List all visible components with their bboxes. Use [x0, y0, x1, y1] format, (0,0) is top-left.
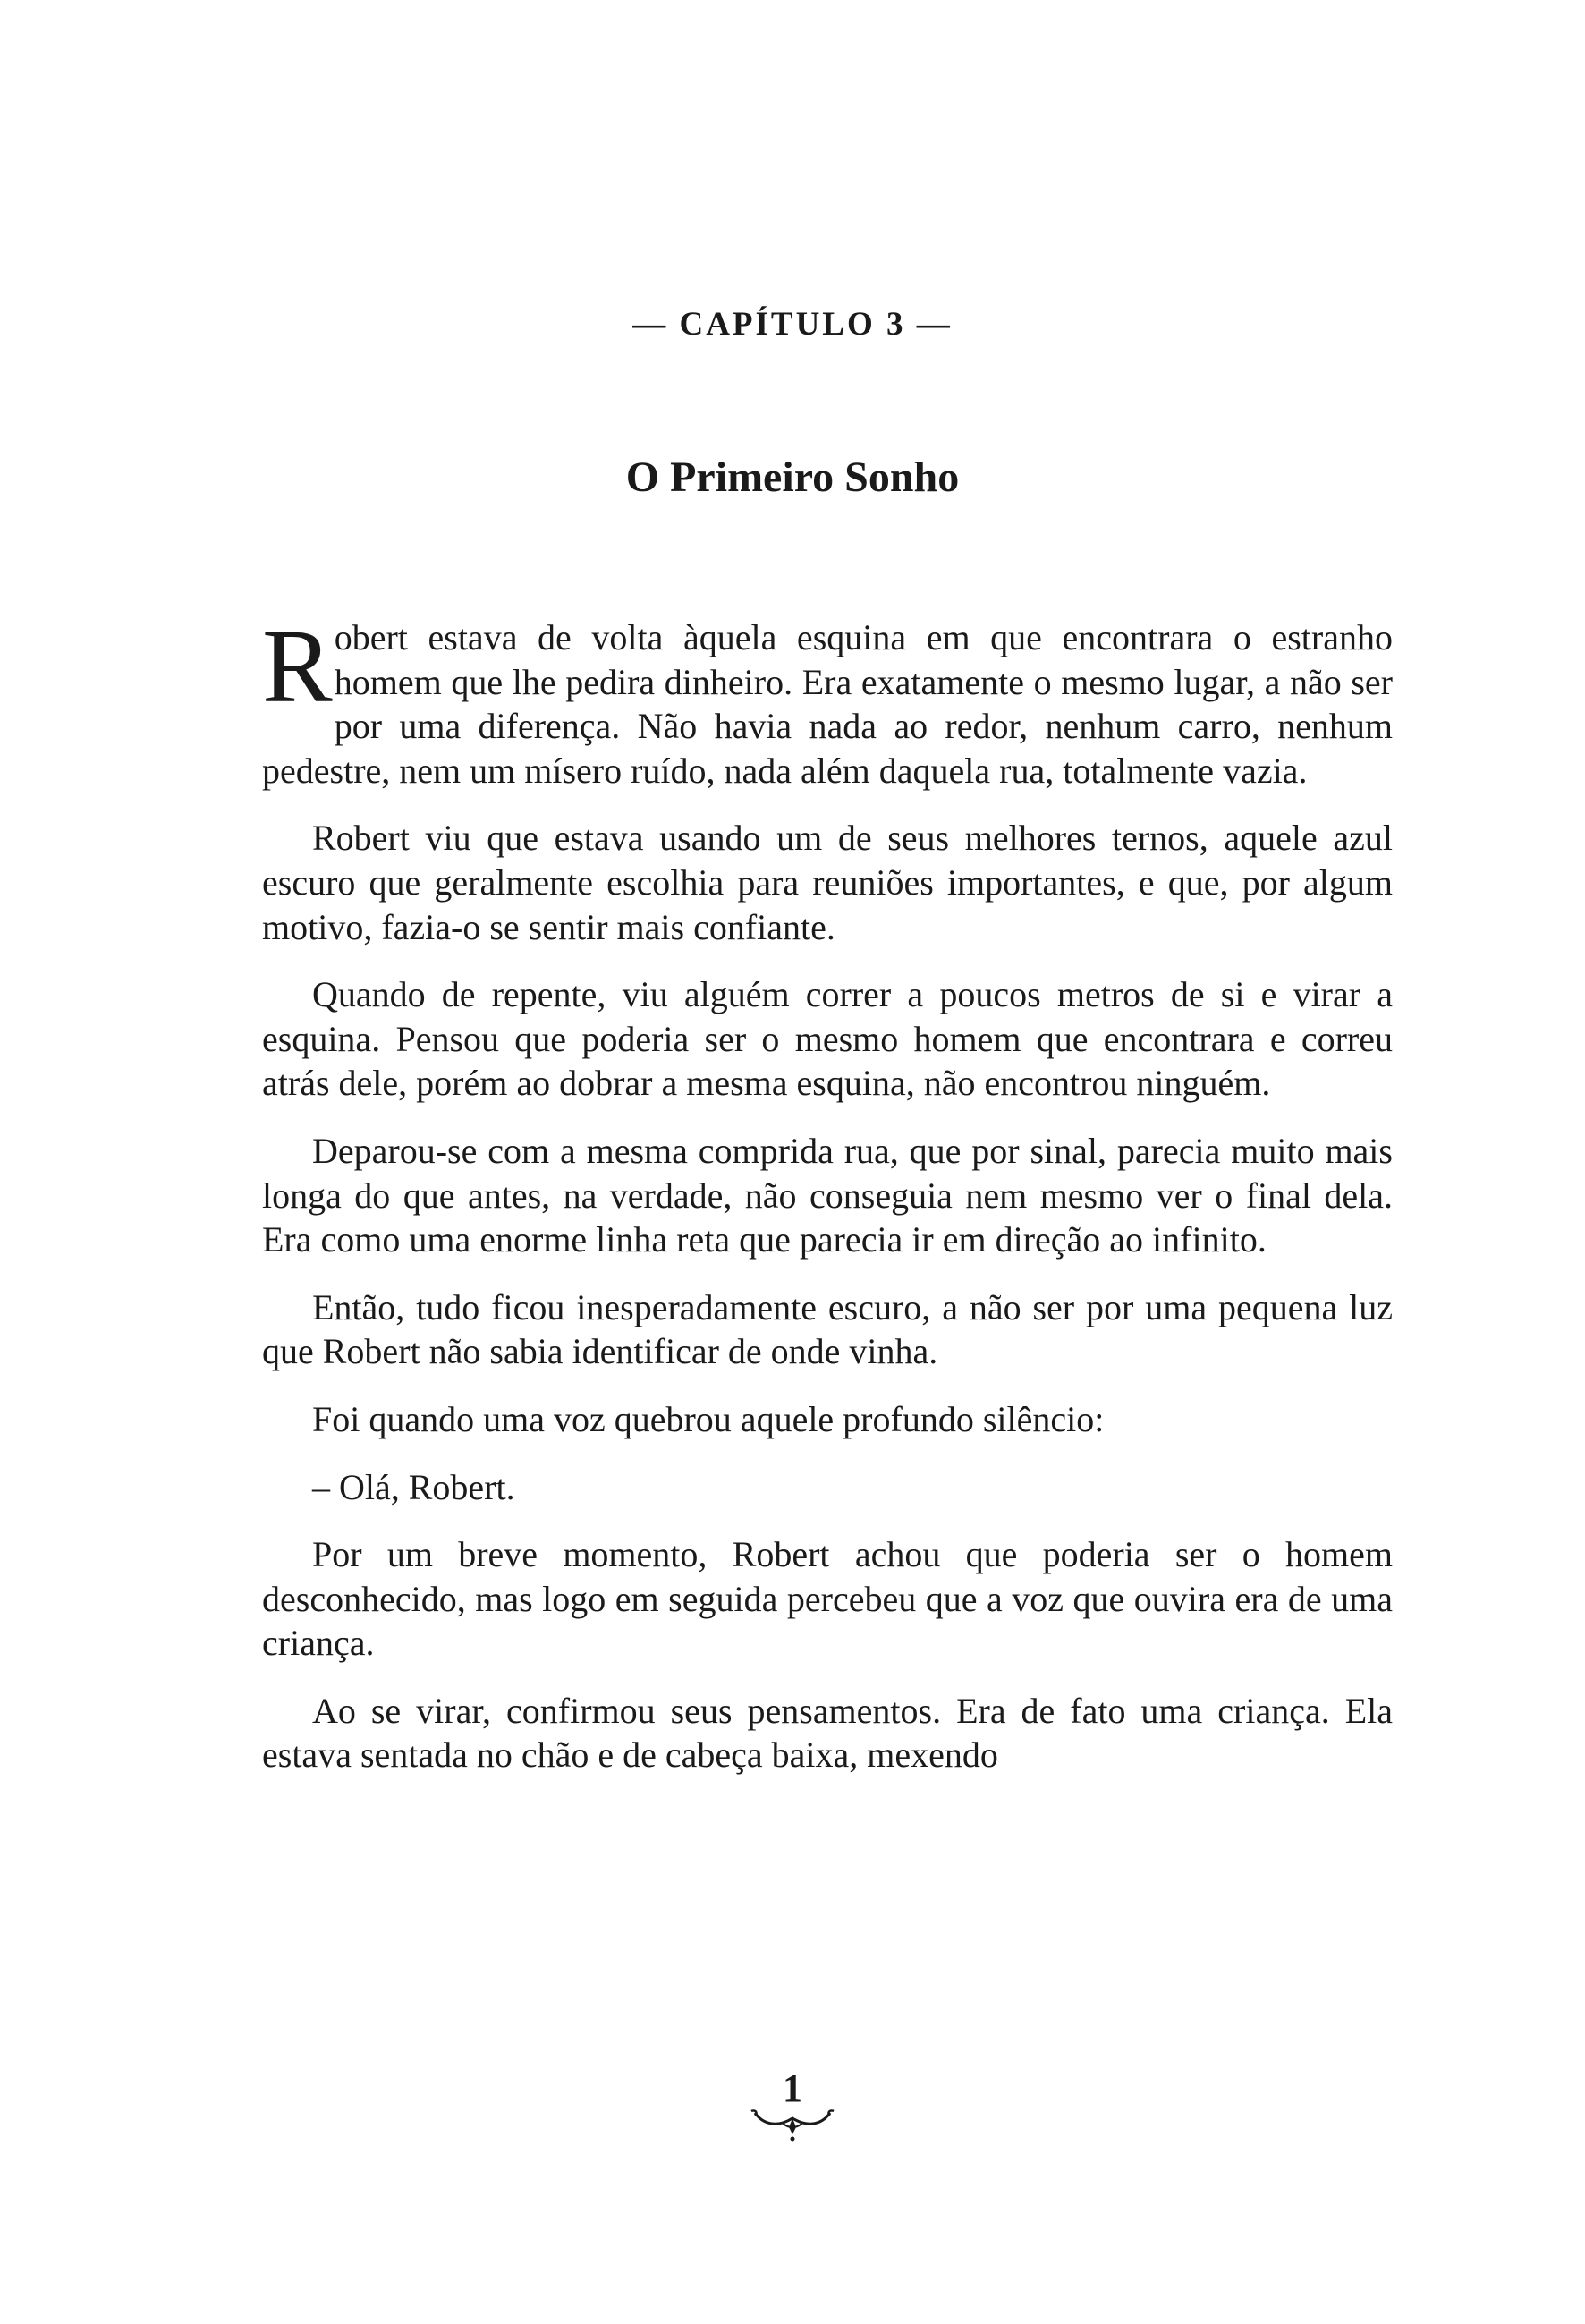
page-folio — [748, 2066, 837, 2147]
drop-cap: R — [262, 607, 333, 725]
chapter-body — [262, 607, 1393, 1801]
paragraph-5: Então, tudo ficou inesperadamente escuro, a não ser por uma pequena luz que Robert não sabia identificar de onde vinha. — [262, 1286, 1393, 1372]
flourish-ornament-icon — [748, 2108, 837, 2143]
page-number: 1 — [783, 2066, 802, 2110]
paragraph-1 — [262, 607, 1393, 793]
paragraph-7-dialogue: – Olá, Robert. — [312, 1466, 515, 1507]
chapter-title: O Primeiro Sonho — [625, 454, 960, 501]
paragraph-3: Quando de repente, viu alguém correr a poucos metros de si e virar a esquina. Pensou que poderia ser o mesmo homem que encontrara e correu atrás dele, porém ao dobrar a mesma esquina, não encontrou ninguém. — [262, 974, 1393, 1104]
paragraph-4: Deparou-se com a mesma comprida rua, que por sinal, parecia muito mais longa do que antes, na verdade, não conseguia nem mesmo ver o final dela. Era como uma enorme linha reta que parecia ir em direção ao infinito. — [262, 1130, 1393, 1260]
paragraph-8: Por um breve momento, Robert achou que poderia ser o homem desconhecido, mas logo em seguida percebeu que a voz que ouvira era de uma criança. — [262, 1534, 1393, 1664]
paragraph-1-text: obert estava de volta àquela esquina em que encontrara o estranho homem que lhe pedira dinheiro. Era exatamente o mesmo lugar, a não ser por uma diferença. Não havia nada ao redor, nenhum carro, nenhum pedestre, nem um mísero ruído, nada além daquela rua, totalmente vazia. — [262, 617, 1393, 791]
paragraph-9: Ao se virar, confirmou seus pensamentos. Era de fato uma criança. Ela estava sentada no chão e de cabeça baixa, mexendo — [262, 1690, 1393, 1776]
paragraph-6: Foi quando uma voz quebrou aquele profundo silêncio: — [312, 1398, 1105, 1439]
chapter-label: — CAPÍTULO 3 — — [632, 306, 953, 343]
paragraph-2: Robert viu que estava usando um de seus melhores ternos, aquele azul escuro que geralmente escolhia para reuniões importantes, e que, por algum motivo, fazia-o se sentir mais confiante. — [262, 818, 1393, 947]
